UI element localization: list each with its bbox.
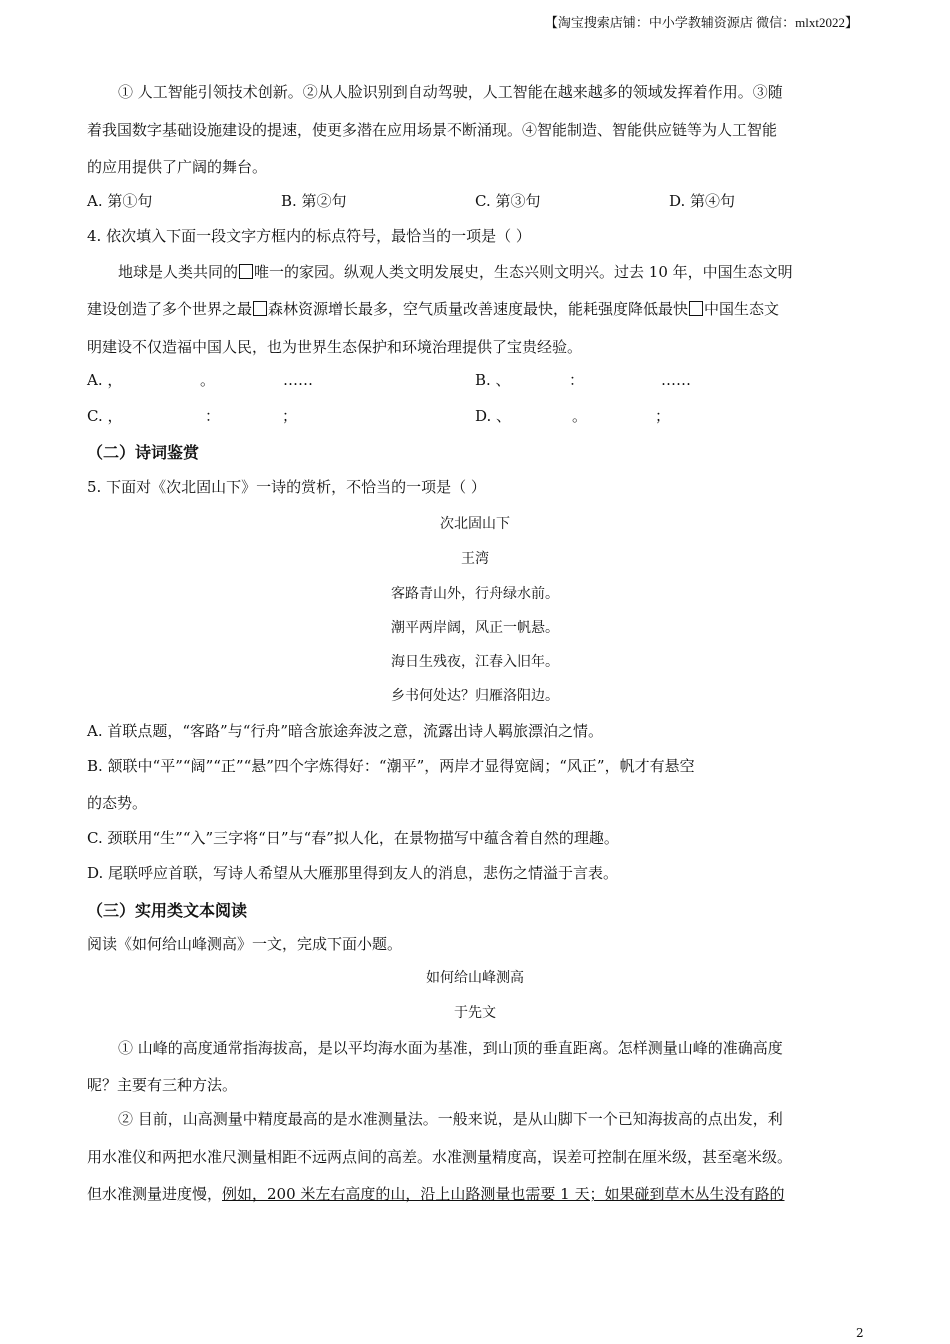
page-header: 【淘宝搜索店铺：中小学教辅资源店 微信：mlxt2022】 bbox=[544, 15, 858, 30]
q3-option-d[interactable]: D. 第④句 bbox=[669, 192, 736, 210]
page-number: 2 bbox=[856, 1326, 864, 1340]
article-line-5: 但水准测量进度慢，例如，200 米左右高度的山，沿上山路测量也需要 1 天；如果碰到草木丛生没有路的 bbox=[87, 1185, 785, 1203]
poem-line-1: 客路青山外，行舟绿水前。 bbox=[391, 586, 559, 602]
section-heading-reading: （三）实用类文本阅读 bbox=[87, 901, 248, 920]
article-line-3: ② 目前，山高测量中精度最高的是水准测量法。一般来说，是从山脚下一个已知海拔高的点出发，利 bbox=[118, 1110, 783, 1128]
q5-stem: 5. 下面对《次北固山下》一诗的赏析，不恰当的一项是（ ） bbox=[87, 478, 486, 496]
blank-box-1 bbox=[239, 264, 253, 279]
poem-author: 王湾 bbox=[461, 551, 489, 567]
q5-option-b-cont[interactable]: 的态势。 bbox=[87, 794, 148, 812]
article-author: 于先文 bbox=[454, 1005, 496, 1021]
q3-passage-line-1: ① 人工智能引领技术创新。②从人脸识别到自动驾驶，人工智能在越来越多的领域发挥着作用。③随 bbox=[118, 83, 783, 101]
blank-box-3 bbox=[689, 301, 703, 316]
q3-passage-line-2: 着我国数字基础设施建设的提速，使更多潜在应用场景不断涌现。④智能制造、智能供应链等为人工智能 bbox=[87, 121, 778, 139]
q3-option-a[interactable]: A. 第①句 bbox=[87, 192, 153, 210]
q3-passage-line-3: 的应用提供了广阔的舞台。 bbox=[87, 158, 268, 176]
poem-title: 次北固山下 bbox=[440, 516, 510, 532]
q3-option-c[interactable]: C. 第③句 bbox=[475, 192, 541, 210]
q4-stem: 4. 依次填入下面一段文字方框内的标点符号，最恰当的一项是（ ） bbox=[87, 227, 531, 245]
article-title: 如何给山峰测高 bbox=[426, 970, 524, 986]
poem-line-2: 潮平两岸阔，风正一帆悬。 bbox=[391, 620, 559, 636]
article-line-1: ① 山峰的高度通常指海拔高，是以平均海水面为基准，到山顶的垂直距离。怎样测量山峰的准确高度 bbox=[118, 1039, 783, 1057]
q5-option-b[interactable]: B. 颔联中“平”“阔”“正”“悬”四个字炼得好：“潮平”，两岸才显得宽阔；“风正”，帆才有悬空 bbox=[87, 757, 695, 775]
reading-intro: 阅读《如何给山峰测高》一文，完成下面小题。 bbox=[87, 935, 403, 953]
underlined-text: 例如，200 米左右高度的山，沿上山路测量也需要 1 天；如果碰到草木丛生没有路的 bbox=[222, 1185, 785, 1203]
blank-box-2 bbox=[253, 301, 267, 316]
article-line-2: 呢？主要有三种方法。 bbox=[87, 1076, 238, 1094]
q5-option-d[interactable]: D. 尾联呼应首联，写诗人希望从大雁那里得到友人的消息，悲伤之情溢于言表。 bbox=[87, 864, 619, 882]
q5-option-a[interactable]: A. 首联点题，“客路”与“行舟”暗含旅途奔波之意，流露出诗人羁旅漂泊之情。 bbox=[87, 722, 604, 740]
q4-passage-line-1: 地球是人类共同的 唯一的家园。纵观人类文明发展史，生态兴则文明兴。过去 10 年，中国生态文明 bbox=[118, 263, 793, 281]
q4-passage-line-2: 建设创造了多个世界之最 森林资源增长最多，空气质量改善速度最快，能耗强度降低最快 中国生态文 bbox=[87, 300, 780, 318]
q3-option-b[interactable]: B. 第②句 bbox=[281, 192, 347, 210]
q4-passage-line-3: 明建设不仅造福中国人民，也为世界生态保护和环境治理提供了宝贵经验。 bbox=[87, 338, 583, 356]
poem-line-3: 海日生残夜，江春入旧年。 bbox=[391, 654, 559, 670]
poem-line-4: 乡书何处达？归雁洛阳边。 bbox=[391, 688, 559, 704]
section-heading-poetry: （二）诗词鉴赏 bbox=[87, 443, 200, 462]
q5-option-c[interactable]: C. 颈联用“生”“入”三字将“日”与“春”拟人化，在景物描写中蕴含着自然的理趣。 bbox=[87, 829, 619, 847]
article-line-4: 用水准仪和两把水准尺测量相距不远两点间的高差。水准测量精度高，误差可控制在厘米级，甚至毫米级。 bbox=[87, 1148, 793, 1166]
